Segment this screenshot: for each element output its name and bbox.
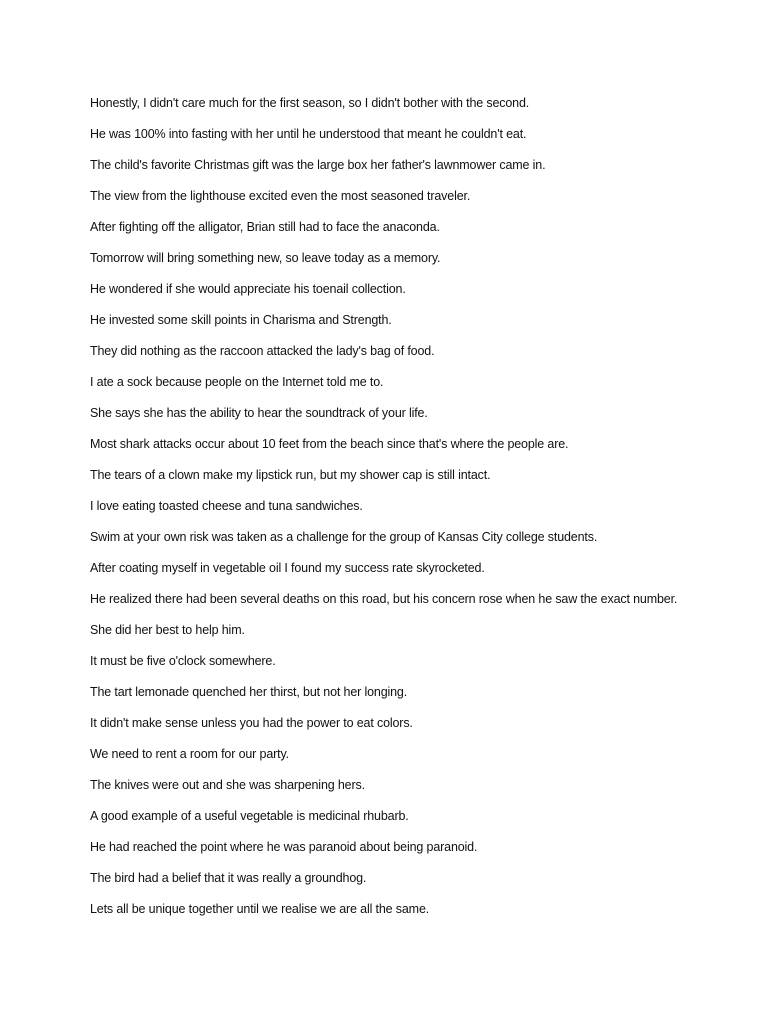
sentence-line: Most shark attacks occur about 10 feet from the beach since that's where the people are. bbox=[90, 436, 569, 451]
sentence-line: The knives were out and she was sharpening hers. bbox=[90, 777, 365, 792]
sentence-line: A good example of a useful vegetable is medicinal rhubarb. bbox=[90, 808, 409, 823]
sentence-line: Honestly, I didn't care much for the first season, so I didn't bother with the second. bbox=[90, 96, 530, 110]
sentence-line: He was 100% into fasting with her until he understood that meant he couldn't eat. bbox=[90, 126, 527, 141]
sentence-line: The child's favorite Christmas gift was the large box her father's lawnmower came in. bbox=[90, 157, 546, 172]
sentence-line: He invested some skill points in Charisma and Strength. bbox=[90, 312, 392, 327]
sentence-line: The bird had a belief that it was really a groundhog. bbox=[90, 870, 367, 885]
sentence-line: She says she has the ability to hear the soundtrack of your life. bbox=[90, 405, 428, 420]
sentence-line: After coating myself in vegetable oil I found my success rate skyrocketed. bbox=[90, 560, 485, 575]
sentence-line: We need to rent a room for our party. bbox=[90, 746, 289, 761]
sentence-line: I ate a sock because people on the Internet told me to. bbox=[90, 374, 384, 389]
sentence-line: He realized there had been several deaths on this road, but his concern rose when he saw the exact number. bbox=[90, 591, 678, 606]
sentence-line: The tears of a clown make my lipstick run, but my shower cap is still intact. bbox=[90, 467, 491, 482]
sentence-line: After fighting off the alligator, Brian still had to face the anaconda. bbox=[90, 219, 440, 234]
sentence-line: I love eating toasted cheese and tuna sandwiches. bbox=[90, 498, 363, 513]
sentence-line: He wondered if she would appreciate his toenail collection. bbox=[90, 281, 406, 296]
sentence-line: Swim at your own risk was taken as a challenge for the group of Kansas City college students. bbox=[90, 529, 598, 544]
sentence-line: Lets all be unique together until we realise we are all the same. bbox=[90, 901, 430, 916]
sentence-line: It must be five o'clock somewhere. bbox=[90, 653, 276, 668]
sentence-line: The tart lemonade quenched her thirst, but not her longing. bbox=[90, 684, 408, 699]
sentence-list bbox=[90, 94, 680, 931]
sentence-line: She did her best to help him. bbox=[90, 622, 245, 637]
sentence-line: They did nothing as the raccoon attacked the lady's bag of food. bbox=[90, 343, 435, 358]
sentence-line: He had reached the point where he was paranoid about being paranoid. bbox=[90, 839, 478, 854]
sentence-line: The view from the lighthouse excited even the most seasoned traveler. bbox=[90, 188, 471, 203]
sentence-line: Tomorrow will bring something new, so leave today as a memory. bbox=[90, 250, 441, 265]
sentence-line: It didn't make sense unless you had the power to eat colors. bbox=[90, 715, 413, 730]
